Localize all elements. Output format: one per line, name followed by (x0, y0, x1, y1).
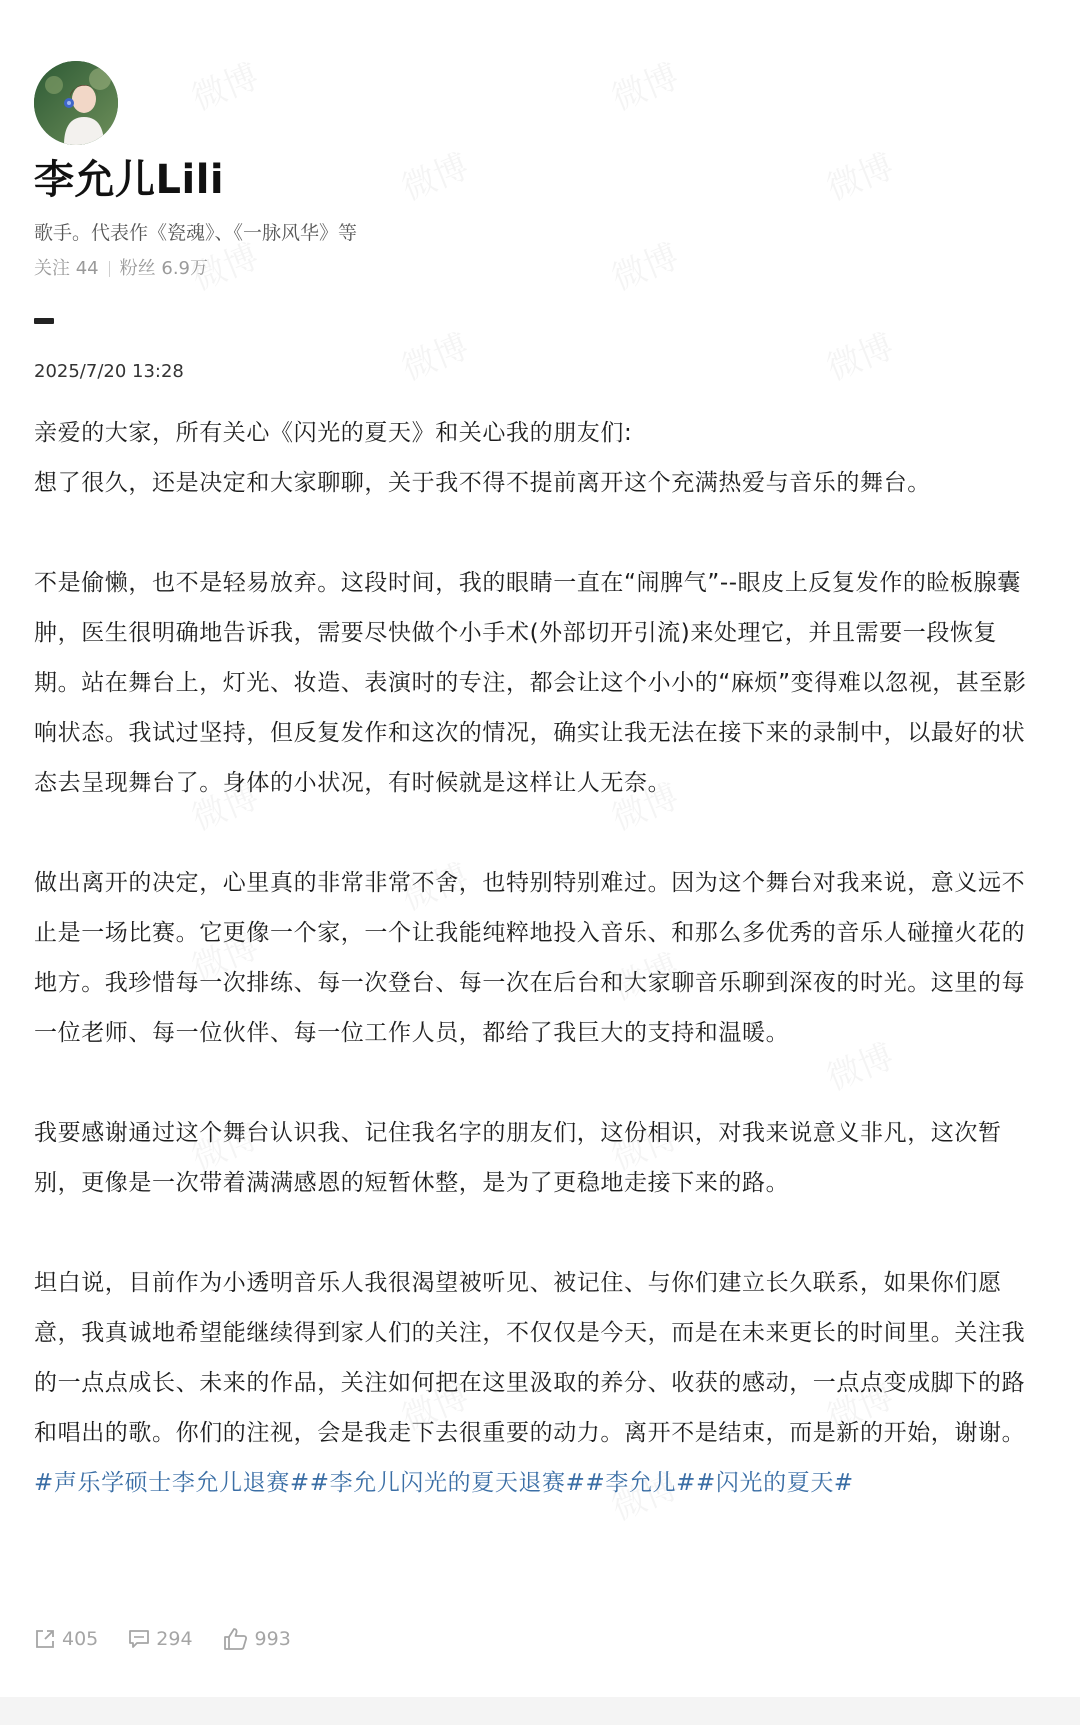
profile-bio: 歌手。代表作《瓷魂》、《一脉风华》等 (34, 222, 358, 244)
following-stat[interactable] (34, 256, 99, 282)
repost-count: 405 (62, 1628, 99, 1650)
post-paragraph: 我要感谢通过这个舞台认识我、记住我名字的朋友们，这份相识，对我来说意义非凡，这次暂别，更像是一次带着满满感恩的短暂休整，是为了更稳地走接下来的路。 (34, 1120, 1002, 1196)
bottom-bar (0, 1697, 1080, 1725)
followers-count: 6.9万 (161, 258, 209, 279)
hashtag-link[interactable]: #闪光的夏天# (696, 1470, 854, 1496)
watermark (183, 49, 264, 120)
hashtag-link[interactable]: #李允儿# (585, 1470, 697, 1496)
stats-divider (109, 261, 110, 277)
followers-stat[interactable] (120, 256, 208, 282)
post-greeting (34, 408, 1044, 508)
comment-icon (128, 1628, 150, 1650)
repost-button[interactable] (34, 1628, 98, 1650)
followers-label: 粉丝 (119, 258, 156, 279)
post-paragraph (34, 1258, 1044, 1508)
following-count: 44 (75, 258, 99, 279)
profile-stats (34, 256, 208, 282)
post-paragraph: 不是偷懒，也不是轻易放弃。这段时间，我的眼睛一直在“闹脾气”--眼皮上反复发作的睑板腺囊肿，医生很明确地告诉我，需要尽快做个小手术(外部切开引流)来处理它，并且需要一段恢复期。站在舞台上，灯光、妆造、表演时的专注，都会让这个小小的“麻烦”变得难以忽视，甚至影响状态。我试过坚持，但反复发作和这次的情况，确实让我无法在接下来的录制中，以最好的状态去呈现舞台了。身体的小状况，有时候就是这样让人无奈。 (34, 570, 1027, 796)
like-button[interactable] (223, 1627, 291, 1651)
post-content (34, 408, 1044, 1508)
watermark (818, 139, 899, 210)
watermark (818, 319, 899, 390)
post-timestamp: 2025/7/20 13:28 (34, 361, 184, 382)
repost-icon (34, 1628, 56, 1650)
following-label: 关注 (34, 258, 70, 279)
thumbs-up-icon (223, 1627, 249, 1651)
hashtag-link[interactable]: #声乐学硕士李允儿退赛# (34, 1470, 310, 1496)
watermark (603, 229, 684, 300)
comment-button[interactable] (128, 1628, 192, 1650)
section-divider (34, 318, 54, 324)
profile-name[interactable]: 李允儿Lili (34, 157, 225, 203)
greeting-line-2: 想了很久，还是决定和大家聊聊，关于我不得不提前离开这个充满热爱与音乐的舞台。 (34, 470, 931, 496)
greeting-line-1: 亲爱的大家，所有关心《闪光的夏天》和关心我的朋友们: (34, 420, 633, 446)
watermark (603, 49, 684, 120)
post-paragraph-text: 坦白说，目前作为小透明音乐人我很渴望被听见、被记住、与你们建立长久联系，如果你们愿意，我真诚地希望能继续得到家人们的关注，不仅仅是今天，而是在未来更长的时间里。关注我的一点点成长、未来的作品，关注如何把在这里汲取的养分、收获的感动，一点点变成脚下的路和唱出的歌。你们的注视，会是我走下去很重要的动力。离开不是结束，而是新的开始，谢谢。 (34, 1270, 1026, 1446)
avatar-image (34, 61, 118, 145)
post-actions (34, 1627, 321, 1651)
hashtag-link[interactable]: #李允儿闪光的夏天退赛# (309, 1470, 586, 1496)
post-paragraph: 做出离开的决定，心里真的非常非常不舍，也特别特别难过。因为这个舞台对我来说，意义远不止是一场比赛。它更像一个家，一个让我能纯粹地投入音乐、和那么多优秀的音乐人碰撞火花的地方。我珍惜每一次排练、每一次登台、每一次在后台和大家聊音乐聊到深夜的时光。这里的每一位老师、每一位伙伴、每一位工作人员，都给了我巨大的支持和温暖。 (34, 870, 1026, 1046)
watermark (393, 319, 474, 390)
like-count: 993 (254, 1628, 291, 1650)
watermark (393, 139, 474, 210)
avatar[interactable] (34, 61, 118, 145)
comment-count: 294 (156, 1628, 193, 1650)
